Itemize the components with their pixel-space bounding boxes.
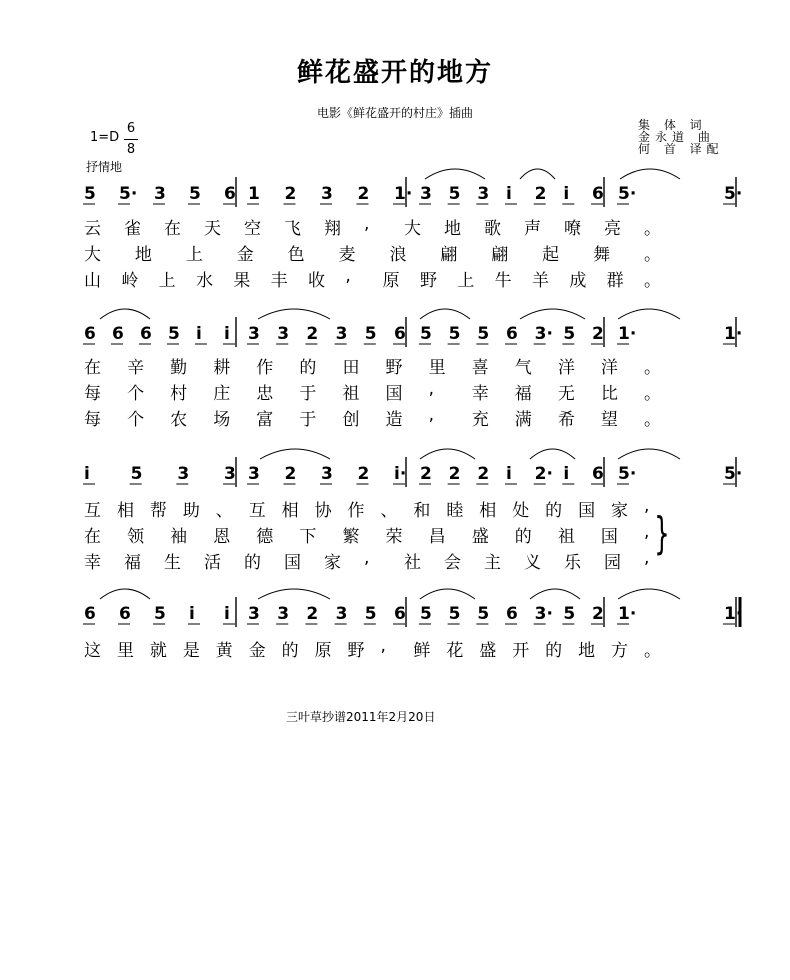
time-signature [124,120,138,159]
note: 5· [724,184,743,204]
lyric-char: 社 [404,553,421,573]
note: 5 [477,604,490,624]
note: 3 [248,324,260,344]
note: 3· [534,324,553,344]
lyric-char: , [644,496,650,516]
tempo-marking: 抒情地 [86,160,123,174]
lyric-char: 助 [182,501,200,521]
lyric-char: 云 [84,219,101,239]
lyric-line [0,379,790,403]
note: 3 [248,604,260,624]
slur [258,309,330,319]
lyric-char: 。 [644,641,661,661]
lyric-char: 这 [84,641,101,661]
lyric-char: 地 [578,641,596,661]
lyric-char: 繁 [342,527,360,547]
note: i [189,604,195,624]
lyric-char: 水 [196,271,213,291]
note: 5 [189,184,201,204]
lyric-char: 园 [604,553,621,573]
lyric-char: 盛 [471,527,489,547]
lyric-char: 活 [204,553,221,573]
credit-music: 金永道 曲 [638,130,715,144]
slur [420,449,475,459]
lyric-char: 。 [644,219,661,239]
lyric-char: 嘹 [564,219,581,239]
lyric-char: 就 [149,641,167,661]
lyric-char: 福 [124,553,141,573]
lyric-char: , [364,214,370,234]
note: 6 [592,184,604,204]
note: 1· [394,184,413,204]
lyric-char: 每 [84,384,101,404]
slur [420,589,475,599]
lyric-char: 互 [248,501,266,521]
lyric-char: 充 [471,410,489,430]
lyric-char: 气 [514,358,532,378]
lyric-char: , [364,548,370,568]
lyric-line [0,266,790,290]
note: 3 [177,464,190,484]
lyric-char: 天 [204,219,221,239]
note: 6 [140,324,152,344]
lyric-char: 。 [644,271,661,291]
note: 3· [534,604,553,624]
lyric-char: 下 [299,527,317,547]
note: i [563,464,570,484]
lyric-char: 金 [236,245,254,265]
note: 5 [448,604,461,624]
note: 5 [364,324,377,344]
lyric-char: 于 [299,384,317,404]
lyric-char: 协 [314,501,332,521]
lyric-char: 场 [213,410,231,430]
lyric-char: 歌 [484,219,501,239]
lyric-char: 的 [514,527,532,547]
lyric-char: 的 [545,501,563,521]
slur [520,169,555,179]
lyric-char: 原 [314,641,332,661]
lyric-line [0,548,790,572]
note: 2 [357,464,370,484]
slur [258,589,330,599]
lyric-char: 果 [233,271,251,291]
note: 6 [506,324,518,344]
note: 3 [248,464,260,484]
lyric-char: 辛 [127,358,145,378]
lyric-char: 恩 [213,527,231,547]
lyric-char: 农 [170,410,188,430]
lyric-char: 翔 [324,219,341,239]
note: 2 [477,464,490,484]
note: 5 [130,464,143,484]
lyric-char: 在 [164,219,181,239]
note: 2 [357,184,370,204]
note: 6 [394,324,406,344]
note: i [84,464,90,484]
lyric-char: 浪 [389,245,407,265]
slur [520,309,585,319]
note: 6 [592,464,604,484]
note: 6 [224,184,236,204]
lyric-char: 的 [281,641,299,661]
lyric-line [0,353,790,377]
lyric-char: 主 [484,553,501,573]
lyric-char: 群 [606,271,624,291]
lyric-char: , [644,522,650,542]
note: 3 [154,184,166,204]
lyric-char: 岭 [121,271,139,291]
lyric-char: 相 [281,501,299,521]
lyric-char: 、 [215,501,233,521]
note: 3 [477,184,490,204]
time-sig-denominator: 8 [126,142,136,157]
lyric-char: 在 [84,527,101,547]
slur [618,589,680,599]
lyric-char: 会 [444,553,461,573]
lyric-char: 希 [557,410,575,430]
note: i [563,184,570,204]
lyric-char: 的 [545,641,563,661]
lyric-line [0,636,790,660]
note: 2 [448,464,461,484]
lyric-char: 国 [284,553,301,573]
lyric-line [0,214,790,238]
lyric-char: 开 [512,641,530,661]
note: i [506,464,512,484]
lyric-char: 舞 [593,245,611,265]
note: 2 [534,184,547,204]
lyric-char: 收 [308,271,325,291]
lyric-char: 上 [158,271,176,291]
lyric-char: 山 [84,271,101,291]
note: 3 [335,604,348,624]
lyric-char: 黄 [215,641,233,661]
note: 5 [84,184,96,204]
lyric-char: 的 [244,553,261,573]
lyric-char: 乐 [564,553,581,573]
lyric-char: 声 [524,219,541,239]
lyric-char: 相 [479,501,497,521]
lyric-char: 野 [385,358,403,378]
lyric-char: 翩 [440,245,458,265]
slur [530,589,580,599]
lyric-char: 上 [457,271,475,291]
lyric-char: 。 [644,245,661,265]
slur [100,589,150,599]
lyric-char: 鲜 [413,641,431,661]
lyric-char: 个 [127,410,145,430]
lyric-char: 幸 [84,553,101,573]
slur [425,169,485,179]
lyric-char: 大 [404,219,421,239]
lyric-char: 个 [127,384,145,404]
lyric-char: 袖 [170,527,188,547]
note: 2 [284,184,297,204]
key-signature: 1=D [90,130,120,145]
slur [618,449,680,459]
lyric-char: 勤 [170,358,188,378]
note: 5· [618,184,637,204]
note: 5 [420,324,432,344]
note: 6 [506,604,518,624]
lyric-char: 田 [342,358,360,378]
lyric-char: 造 [385,410,403,430]
note: 5 [477,324,490,344]
lyric-char: 花 [446,641,464,661]
slur [100,309,150,319]
note: 1 [248,184,260,204]
credit-translation: 何 首 译配 [638,142,724,156]
lyric-char: 丰 [270,271,288,291]
note: 5 [364,604,377,624]
lyric-char: 里 [428,358,446,378]
slur [260,449,330,459]
lyric-char: 麦 [338,245,356,265]
lyric-char: 牛 [494,271,512,291]
lyric-char: 。 [644,384,661,404]
lyric-char: 。 [644,358,661,378]
lyric-char: , [428,379,435,399]
note: 2 [592,604,604,624]
lyric-char: 国 [600,527,618,547]
lyric-char: 满 [514,410,532,430]
lyric-char: 金 [248,641,266,661]
lyric-char: 是 [182,641,200,661]
note: 5 [448,324,461,344]
note: 3 [321,184,333,204]
note: 6 [84,604,96,624]
note: 1· [618,324,637,344]
lyric-char: 在 [84,358,101,378]
note: 5· [119,184,138,204]
note: 1· [724,324,743,344]
lyric-char: 成 [569,271,587,291]
lyric-char: 每 [84,410,101,430]
lyric-char: 家 [611,501,629,521]
lyric-char: 里 [116,641,134,661]
lyric-line [0,496,790,520]
note: 5 [168,324,180,344]
lyric-char: 忠 [256,384,274,404]
note: 1· [724,604,743,624]
time-sig-numerator: 6 [126,121,136,136]
lyric-char: 祖 [557,527,575,547]
lyric-char: 喜 [471,358,489,378]
lyric-char: 幸 [471,384,489,404]
lyric-char: 盛 [479,641,497,661]
lyric-line [0,522,790,546]
note: 5 [420,604,432,624]
lyric-char: 大 [84,245,101,265]
lyric-char: 福 [514,384,532,404]
lyric-char: 原 [382,271,400,291]
note: 6 [112,324,124,344]
lyric-char: 祖 [342,384,360,404]
lyric-char: 作 [256,358,274,378]
lyric-char: 雀 [124,219,141,239]
lyric-char: 庄 [213,384,231,404]
lyric-char: 地 [134,245,152,265]
lyric-char: 野 [347,641,365,661]
credit-lyrics: 集 体 词 [638,118,707,132]
lyric-char: 帮 [149,501,167,521]
slur [530,449,575,459]
note: 3 [277,604,290,624]
lyric-char: 方 [611,641,629,661]
note: 5 [563,604,576,624]
note: 5 [563,324,576,344]
note: 3 [420,184,432,204]
lyric-char: , [644,548,650,568]
lyric-char: 亮 [604,219,621,239]
slur [420,309,470,319]
lyric-char: 野 [420,271,437,291]
lyric-char: 领 [127,527,145,547]
note: i [506,184,512,204]
lyric-char: 国 [385,384,403,404]
lyric-char: 德 [256,527,274,547]
lyric-char: 地 [444,219,461,239]
lyric-char: 飞 [284,219,301,239]
lyric-char: 、 [380,501,398,521]
lyric-char: 相 [116,501,134,521]
note: 2 [284,464,297,484]
note: 2 [592,324,604,344]
lyric-char: 洋 [557,358,575,378]
lyric-char: 羊 [532,271,549,291]
note: 5 [154,604,166,624]
lyric-char: 睦 [446,501,464,521]
lyric-char: 荣 [385,527,403,547]
lyric-line [0,240,790,264]
note: 6 [394,604,406,624]
lyric-char: 耕 [213,358,231,378]
lyric-char: 作 [347,501,365,521]
lyric-char: 望 [600,410,618,430]
lyric-char: 无 [557,384,575,404]
note: i [224,324,230,344]
note: 3 [224,464,236,484]
lyric-char: 洋 [600,358,618,378]
transcriber-note: 三叶草抄谱2011年2月20日 [286,710,436,724]
note: 2 [306,604,319,624]
lyric-char: 互 [84,501,101,521]
lyric-char: 于 [299,410,317,430]
note: 3 [321,464,333,484]
note: 2 [306,324,319,344]
note: 3 [335,324,348,344]
lyric-char: 义 [524,553,541,573]
time-sig-divider [124,139,138,140]
lyric-char: 色 [287,245,305,265]
lyric-line [0,405,790,429]
lyric-char: , [428,405,435,425]
note: 2· [534,464,553,484]
lyric-char: 家 [324,553,341,573]
note: 2 [420,464,432,484]
note: 3 [277,324,290,344]
lyric-char: 翩 [491,245,509,265]
note: 5 [448,184,461,204]
note: i· [394,464,407,484]
lyric-char: 创 [342,410,360,430]
lyric-char: 富 [256,410,274,430]
lyric-char: 村 [170,384,188,404]
lyric-char: 比 [600,384,618,404]
lyric-char: 起 [542,245,560,265]
lyric-char: 和 [413,501,431,521]
lyric-char: 昌 [428,527,446,547]
lyric-char: 处 [512,501,530,521]
lyric-char: 上 [185,245,203,265]
slur [620,169,680,179]
lyric-char: , [345,266,351,286]
repeat-brace: } [654,508,670,559]
lyric-char: 国 [578,501,596,521]
note: i [224,604,230,624]
note: 6 [119,604,131,624]
note: 1· [618,604,637,624]
lyric-char: 空 [244,219,261,239]
lyric-char: 生 [164,553,181,573]
song-subtitle: 电影《鲜花盛开的村庄》插曲 [316,106,473,120]
note: 5· [724,464,743,484]
note: 5· [618,464,637,484]
lyric-char: 。 [644,410,661,430]
slur [618,309,680,319]
song-title: 鲜花盛开的地方 [296,58,493,88]
lyric-char: 的 [299,358,317,378]
note: 6 [84,324,96,344]
note: i [196,324,202,344]
lyric-char: , [380,636,386,656]
